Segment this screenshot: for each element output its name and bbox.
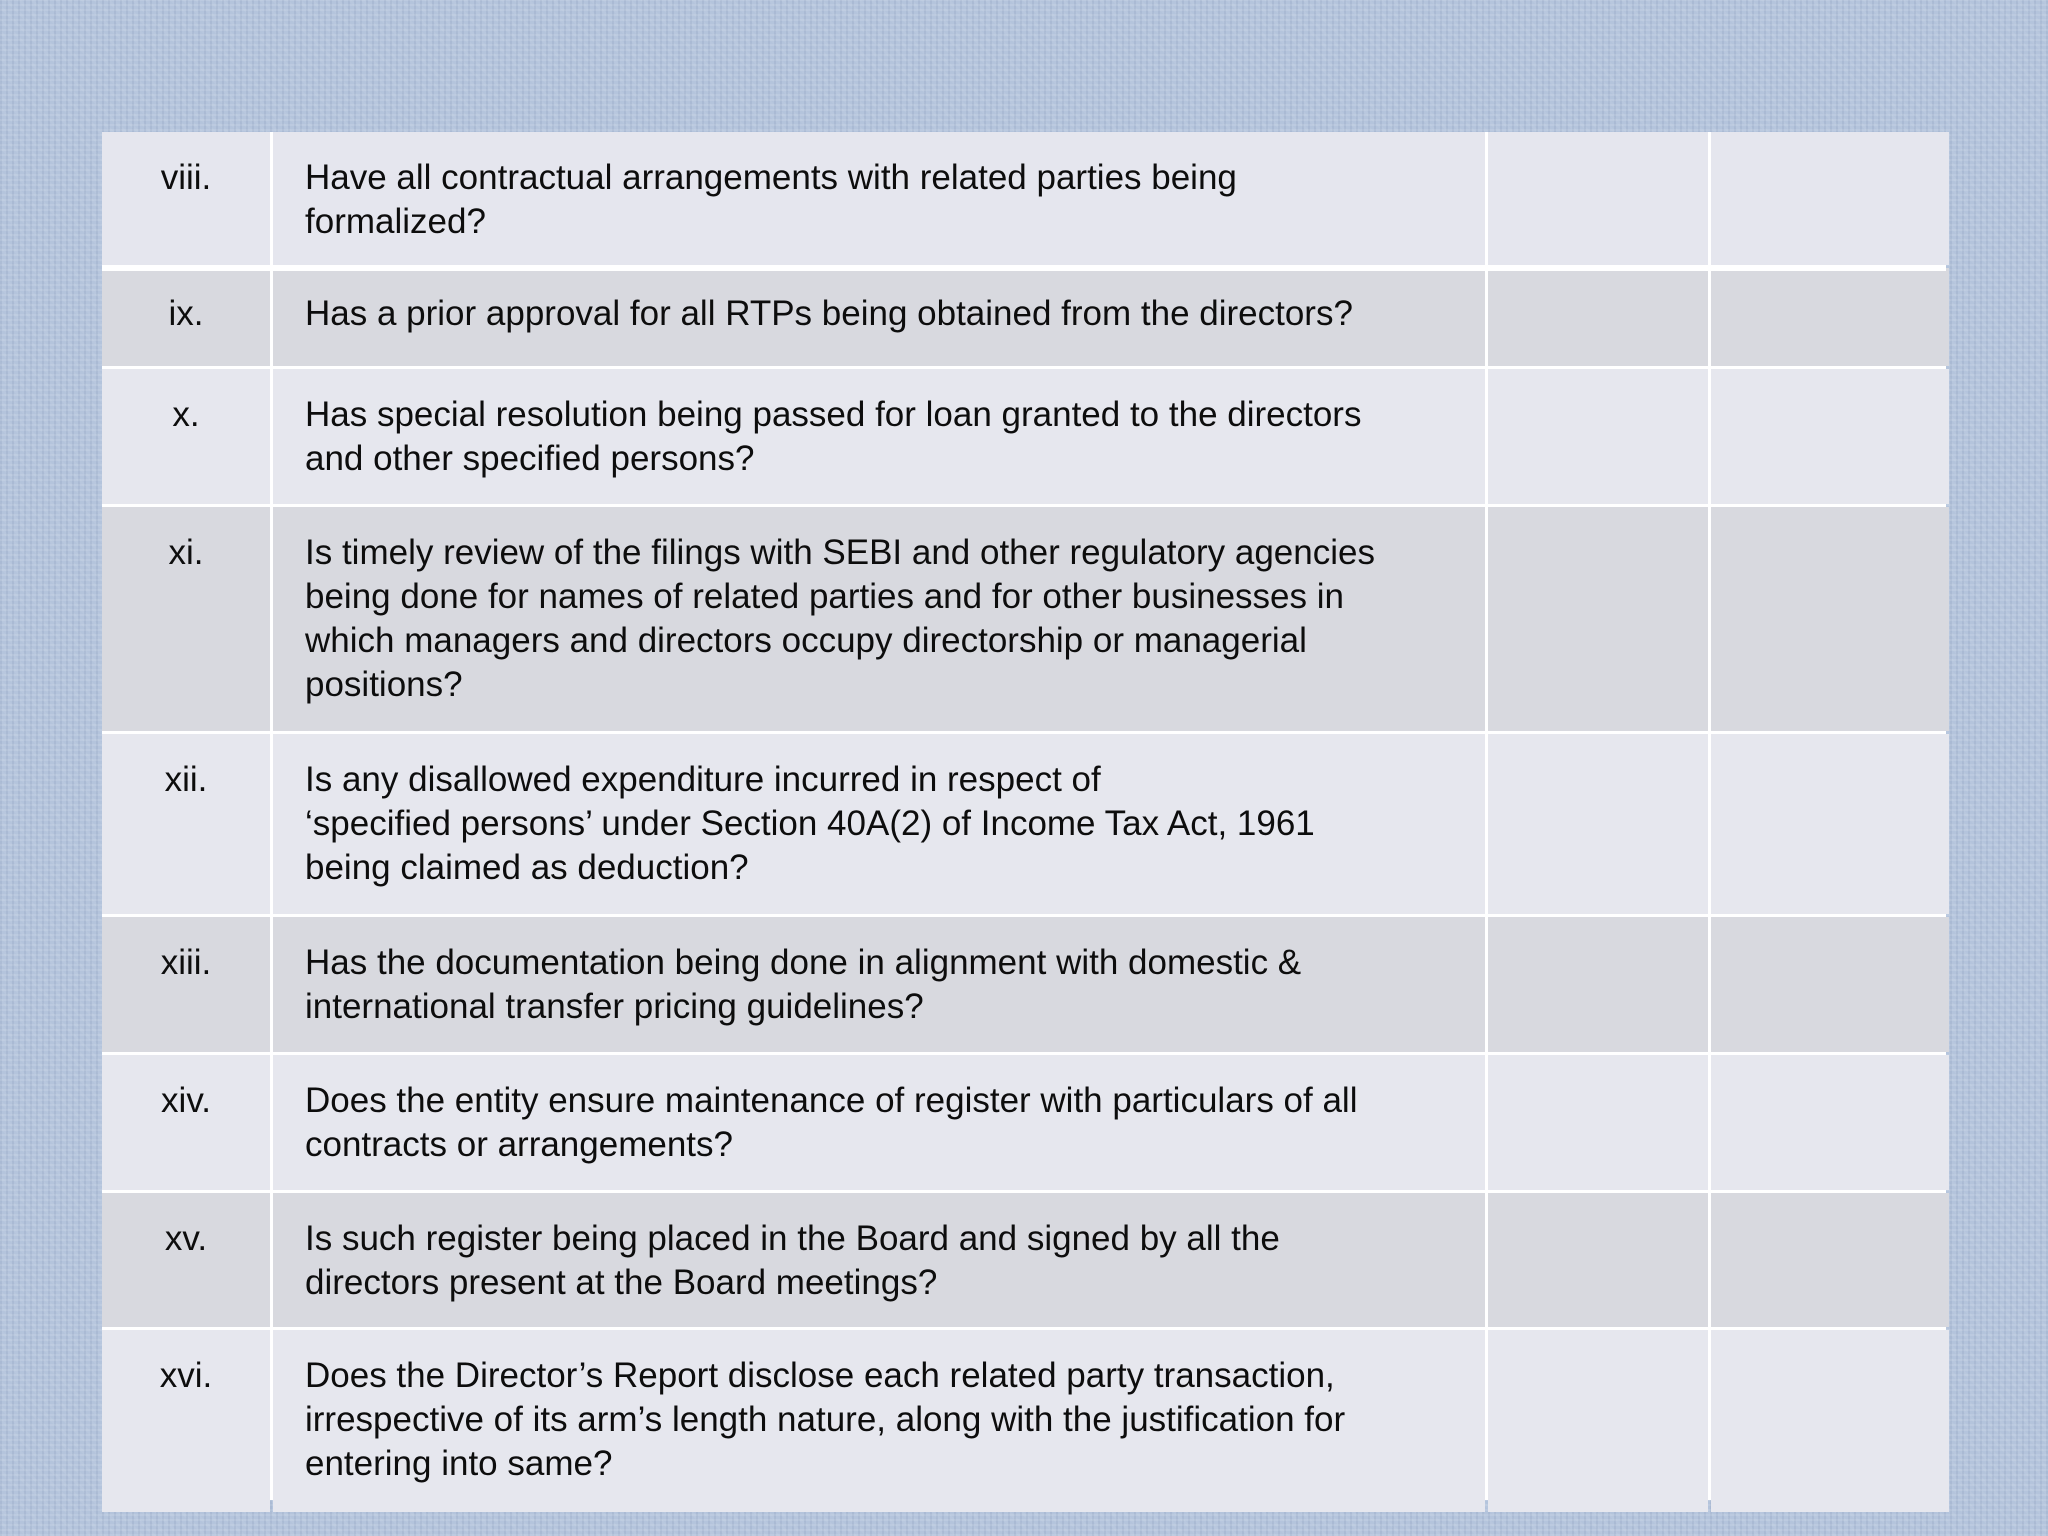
row-number: xvi. [102,1330,270,1512]
row-number: xi. [102,507,270,731]
checklist-table [102,132,1946,1500]
answer-cell-yes [1488,369,1708,504]
question-text: Does the Director’s Report disclose each related party transaction, irrespective of its arm’s length nature, along with the justification for entering into same? [273,1330,1485,1512]
answer-cell-yes [1488,1330,1708,1512]
question-text: Is timely review of the filings with SEBI and other regulatory agencies being done for names of related parties and for other businesses in which managers and directors occupy directorship or managerial positions? [273,507,1485,731]
header-separator [102,265,1946,271]
answer-cell-remarks [1711,507,1949,731]
question-text: Has special resolution being passed for loan granted to the directors and other specified persons? [273,369,1485,504]
row-number: viii. [102,132,270,265]
answer-cell-yes [1488,1055,1708,1190]
row-number: x. [102,369,270,504]
row-number: xii. [102,734,270,914]
answer-cell-remarks [1711,917,1949,1052]
answer-cell-yes [1488,132,1708,265]
answer-cell-remarks [1711,1193,1949,1327]
answer-cell-remarks [1711,1330,1949,1512]
answer-cell-yes [1488,507,1708,731]
question-text: Is any disallowed expenditure incurred in respect of ‘specified persons’ under Section 40A(2) of Income Tax Act, 1961 being claimed as deduction? [273,734,1485,914]
answer-cell-yes [1488,268,1708,366]
answer-cell-yes [1488,917,1708,1052]
answer-cell-remarks [1711,734,1949,914]
answer-cell-remarks [1711,268,1949,366]
answer-cell-remarks [1711,1055,1949,1190]
answer-cell-yes [1488,1193,1708,1327]
answer-cell-yes [1488,734,1708,914]
answer-cell-remarks [1711,132,1949,265]
row-number: xiv. [102,1055,270,1190]
question-text: Has a prior approval for all RTPs being obtained from the directors? [273,268,1485,366]
question-text: Does the entity ensure maintenance of register with particulars of all contracts or arrangements? [273,1055,1485,1190]
row-number: ix. [102,268,270,366]
answer-cell-remarks [1711,369,1949,504]
question-text: Have all contractual arrangements with related parties being formalized? [273,132,1485,265]
row-number: xiii. [102,917,270,1052]
row-number: xv. [102,1193,270,1327]
question-text: Is such register being placed in the Board and signed by all the directors present at the Board meetings? [273,1193,1485,1327]
question-text: Has the documentation being done in alignment with domestic & international transfer pricing guidelines? [273,917,1485,1052]
